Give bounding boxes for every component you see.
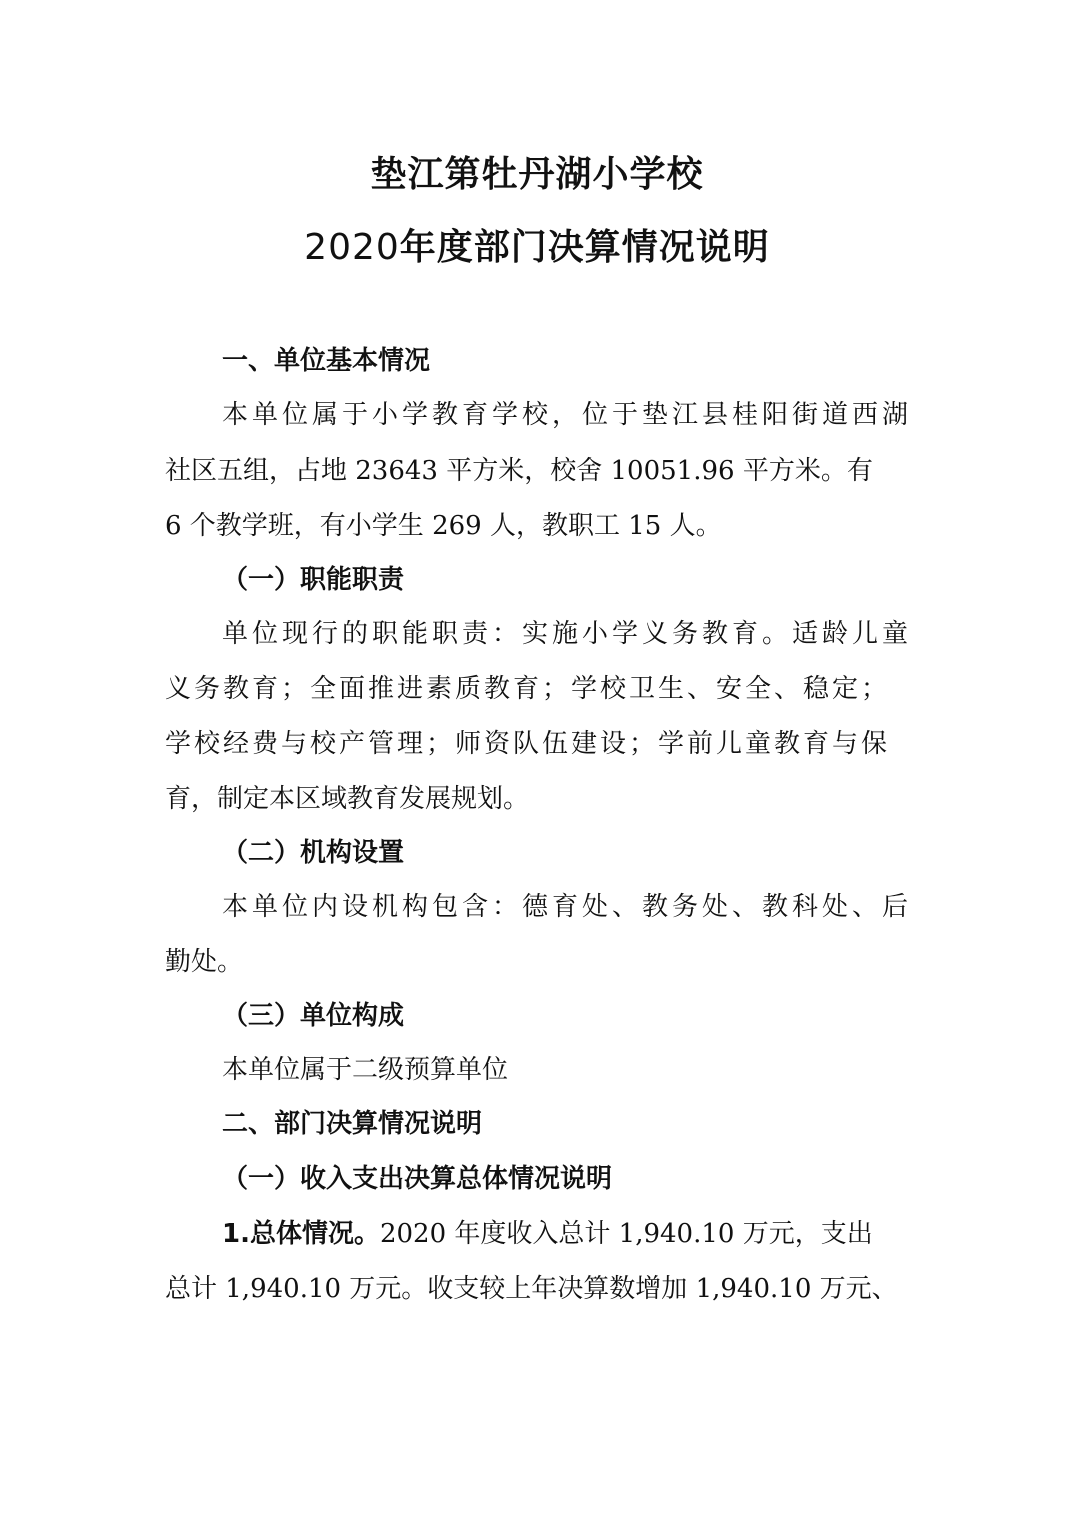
paragraph-line: 6 个教学班，有小学生 269 人，教职工 15 人。 (165, 511, 722, 541)
title-rest: 年度部门决算情况说明 (399, 227, 770, 268)
overview-lead: 1.总体情况。 (222, 1219, 380, 1249)
paragraph-line: 单位现行的职能职责：实施小学义务教育。适龄儿童 (222, 619, 913, 649)
section-heading-1: 一、单位基本情况 (222, 346, 431, 376)
paragraph-line: 社区五组，占地 23643 平方米，校舍 10051.96 平方米。有 (165, 456, 873, 486)
overview-text: 2020 年度收入总计 1,940.10 万元，支出 (379, 1219, 873, 1249)
subsection-heading-overview: （一）收入支出决算总体情况说明 (222, 1164, 613, 1194)
paragraph-line (222, 1217, 873, 1251)
document-title-line-1: 垫江第牡丹湖小学校 (370, 154, 704, 195)
paragraph-line: 本单位属于二级预算单位 (222, 1055, 509, 1085)
subsection-heading-duties: （一）职能职责 (222, 565, 405, 595)
subsection-heading-composition: （三）单位构成 (222, 1001, 405, 1031)
paragraph-line: 义务教育；全面推进素质教育；学校卫生、安全、稳定； (165, 674, 891, 704)
paragraph-line: 本单位内设机构包含：德育处、教务处、教科处、后 (222, 892, 913, 922)
paragraph-line: 学校经费与校产管理；师资队伍建设；学前儿童教育与保 (165, 729, 891, 759)
paragraph-line: 总计 1,940.10 万元。收支较上年决算数增加 1,940.10 万元、 (165, 1274, 898, 1304)
title-year: 2020 (304, 227, 400, 268)
section-heading-2: 二、部门决算情况说明 (222, 1109, 483, 1139)
subsection-heading-structure: （二）机构设置 (222, 838, 405, 868)
document-title-line-2 (0, 228, 1074, 268)
paragraph-line: 勤处。 (165, 947, 244, 977)
paragraph-line: 育，制定本区域教育发展规划。 (165, 784, 530, 814)
paragraph-line: 本单位属于小学教育学校，位于垫江县桂阳街道西湖 (222, 400, 913, 430)
